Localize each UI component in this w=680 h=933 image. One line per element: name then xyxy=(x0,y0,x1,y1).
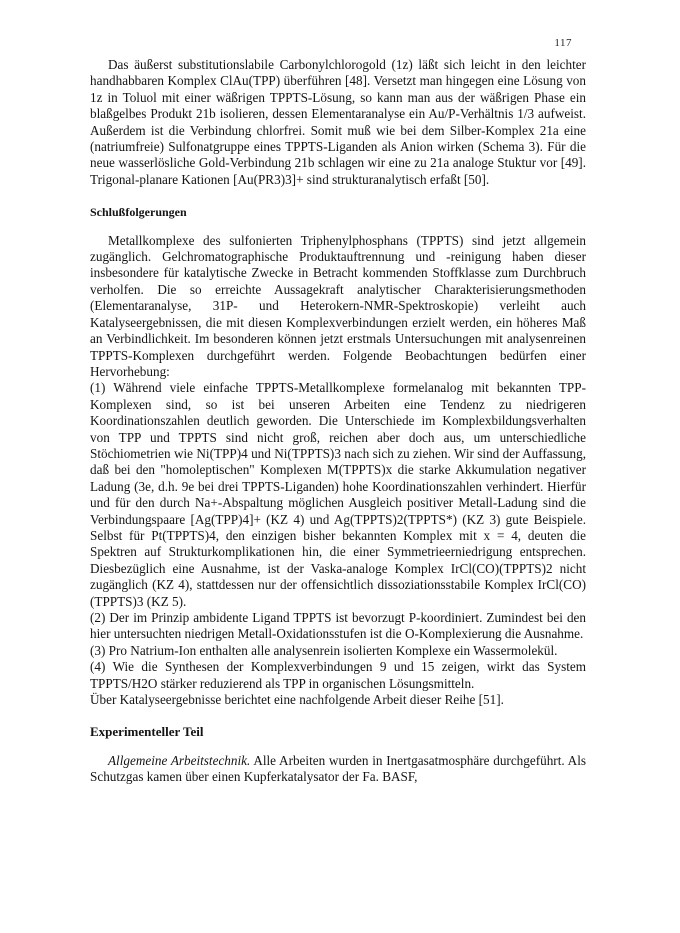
point-4: (4) Wie die Synthesen der Komplexverbindungen 9 und 15 zeigen, wirkt das System TPPTS/H2O stärker reduzierend als TPP in organischen Lösungsmitteln. xyxy=(90,659,586,691)
point-2: (2) Der im Prinzip ambidente Ligand TPPTS ist bevorzugt P-koordiniert. Zumindest bei den hier untersuchten niedrigen Metall-Oxidationsstufen ist die O-Komplexierung die Ausnahme. xyxy=(90,610,586,642)
experimental-text: Alle Arbeiten wurden in Inertgasatmosphäre durchgeführt. Als Schutzgas kamen über einen Kupferkatalysator der Fa. BASF, xyxy=(90,752,586,785)
experimental-paragraph xyxy=(90,753,586,786)
experimental-lead: Allgemeine Arbeitstechnik. xyxy=(108,752,251,768)
body-text xyxy=(90,57,586,786)
catalysis-note: Über Katalyseergebnisse berichtet eine nachfolgende Arbeit dieser Reihe [51]. xyxy=(90,692,504,708)
point-3: (3) Pro Natrium-Ion enthalten alle analysenrein isolierten Komplexe ein Wassermolekül. xyxy=(90,642,558,658)
heading-conclusions: Schlußfolgerungen xyxy=(90,205,187,220)
page-number: 117 xyxy=(554,37,572,49)
intro-paragraph: Das äußerst substitutionslabile Carbonylchlorogold (1z) läßt sich leicht in den leichter handhabbaren Komplex ClAu(TPP) überführen [48]. Versetzt man hingegen eine Lösung von 1z in Toluol mit einer wäßrigen TPPTS-Lösung, so kann man aus der wäßrigen Phase ein blaßgelbes Produkt 21b isolieren, dessen Elementaranalyse ein Au/P-Verhältnis 1/3 aufweist. Außerdem ist die Verbindung chlorfrei. Somit muß wie bei dem Silber-Komplex 21a eine (natriumfreie) Sulfonatgruppe eines TPPTS-Liganden als Anion wirken (Schema 3). Für die neue wasserlösliche Gold-Verbindung 21b schlagen wir eine zu 21a analoge Stuktur vor [49]. Trigonal-planare Kationen [Au(PR3)3]+ sind strukturanalytisch erfaßt [50]. xyxy=(90,57,586,187)
heading-experimental: Experimenteller Teil xyxy=(90,724,204,740)
conclusions-paragraph: Metallkomplexe des sulfonierten Triphenylphosphans (TPPTS) sind jetzt allgemein zugänglich. Gelchromatographische Produktauftrennung und -reinigung haben dieser insbesondere für katalytische Zwecke in Betracht kommenden Stoffklasse zum Durchbruch verholfen. Die so erreichte Aussagekraft analytischer Charakterisierungsmethoden (Elementaranalyse, 31P- und Heterokern-NMR-Spektroskopie) verleiht auch Katalyseergebnissen, die mit diesen Komplexverbindungen erzielt werden, ein höheres Maß an Verbindlichkeit. Im besonderen können jetzt erstmals Untersuchungen mit analysenreinen TPPTS-Komplexen durchgeführt werden. Folgende Beobachtungen bedürfen einer Hervorhebung: xyxy=(90,232,586,379)
point-1: (1) Während viele einfache TPPTS-Metallkomplexe formelanalog mit bekannten TPP-Komplexen sind, so ist bei unseren Arbeiten eine Tendenz zu niedrigeren Koordinationszahlen deutlich geworden. Die Unterschiede im Komplexbildungsverhalten von TPP und TPPTS sind nicht groß, reichen aber doch aus, um unterschiedliche Stöchiometrien wie Ni(TPP)4 und Ni(TPPTS)3 nach sich zu ziehen. Wir sind der Auffassung, daß bei den "homoleptischen" Komplexen M(TPPTS)x die starke Akkumulation negativer Ladung (3e, d.h. 9e bei drei TPPTS-Liganden) hohe Koordinationszahlen verhindert. Hierfür und für den durch Na+-Abspaltung möglichen Ausgleich positiver Metall-Ladung sind die Verbindungspaare [Ag(TPP)4]+ (KZ 4) und Ag(TPPTS)2(TPPTS*) (KZ 3) gute Beispiele. Selbst für Pt(TPPTS)4, den einzigen bisher bekannten Komplex mit x = 4, deuten die Spektren auf Strukturkomplikationen hin, die einer Symmetrieerniedrigung entsprechen. Diesbezüglich eine Ausnahme, ist der Vaska-analoge Komplex IrCl(CO)(TPPTS)2 nicht zugänglich (KZ 4), stattdessen nur der offensichtlich dissoziationsstabile Komplex IrCl(CO)(TPPTS)3 (KZ 5). xyxy=(90,380,586,609)
